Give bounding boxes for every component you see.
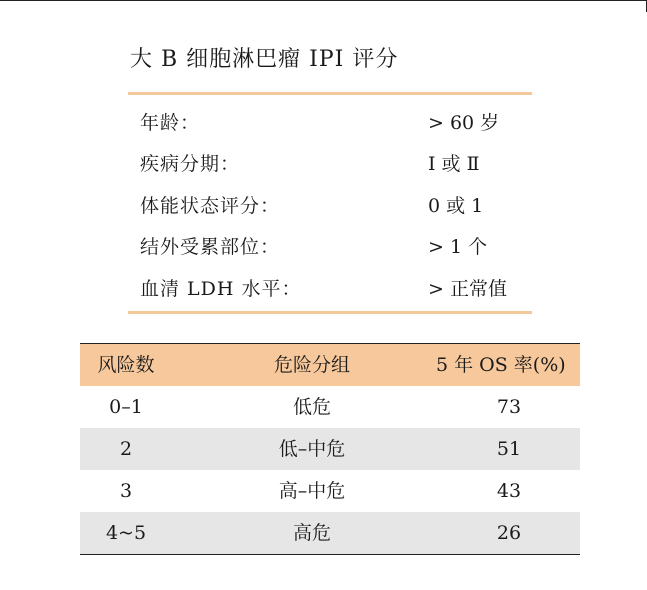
os-rate: 26	[496, 522, 522, 544]
risk-group: 低危	[292, 396, 331, 418]
os-rate: 51	[496, 438, 522, 460]
table-row	[80, 428, 580, 470]
criteria-value: > 60 岁	[428, 112, 500, 134]
table-row	[80, 512, 580, 554]
criteria-label: 结外受累部位：	[140, 236, 281, 258]
criteria-bottom-bar	[128, 311, 532, 314]
criteria-row-ldh	[140, 274, 540, 304]
criteria-top-bar	[128, 92, 532, 95]
table-row	[80, 470, 580, 512]
risk-table	[80, 343, 580, 555]
risk-score: 2	[119, 438, 133, 460]
criteria-value: Ⅰ 或 Ⅱ	[428, 153, 480, 175]
risk-group: 低–中危	[278, 438, 346, 460]
risk-score: 0–1	[109, 396, 143, 418]
criteria-row-extranodal	[140, 232, 540, 262]
criteria-label: 疾病分期：	[140, 153, 241, 175]
header-os-rate: 5 年 OS 率(%)	[436, 354, 566, 376]
header-risk-count: 风险数	[97, 354, 155, 376]
criteria-row-stage	[140, 149, 540, 179]
risk-table-header	[80, 344, 580, 386]
risk-score: 3	[119, 480, 133, 502]
risk-score: 4~5	[105, 522, 147, 544]
criteria-label: 年龄：	[140, 112, 201, 134]
criteria-label: 体能状态评分：	[140, 195, 281, 217]
top-border-line	[0, 0, 647, 1]
os-rate: 73	[496, 396, 522, 418]
criteria-row-age	[140, 108, 540, 138]
table-row	[80, 386, 580, 428]
criteria-value: > 正常值	[428, 278, 507, 300]
page-title: 大 B 细胞淋巴瘤 IPI 评分	[130, 47, 399, 72]
criteria-label: 血清 LDH 水平：	[140, 278, 302, 300]
os-rate: 43	[496, 480, 522, 502]
risk-group: 高危	[292, 522, 331, 544]
criteria-row-performance	[140, 191, 540, 221]
header-risk-group: 危险分组	[273, 354, 350, 376]
criteria-value: 0 或 1	[428, 195, 484, 217]
criteria-value: > 1 个	[428, 236, 488, 258]
risk-group: 高–中危	[278, 480, 346, 502]
